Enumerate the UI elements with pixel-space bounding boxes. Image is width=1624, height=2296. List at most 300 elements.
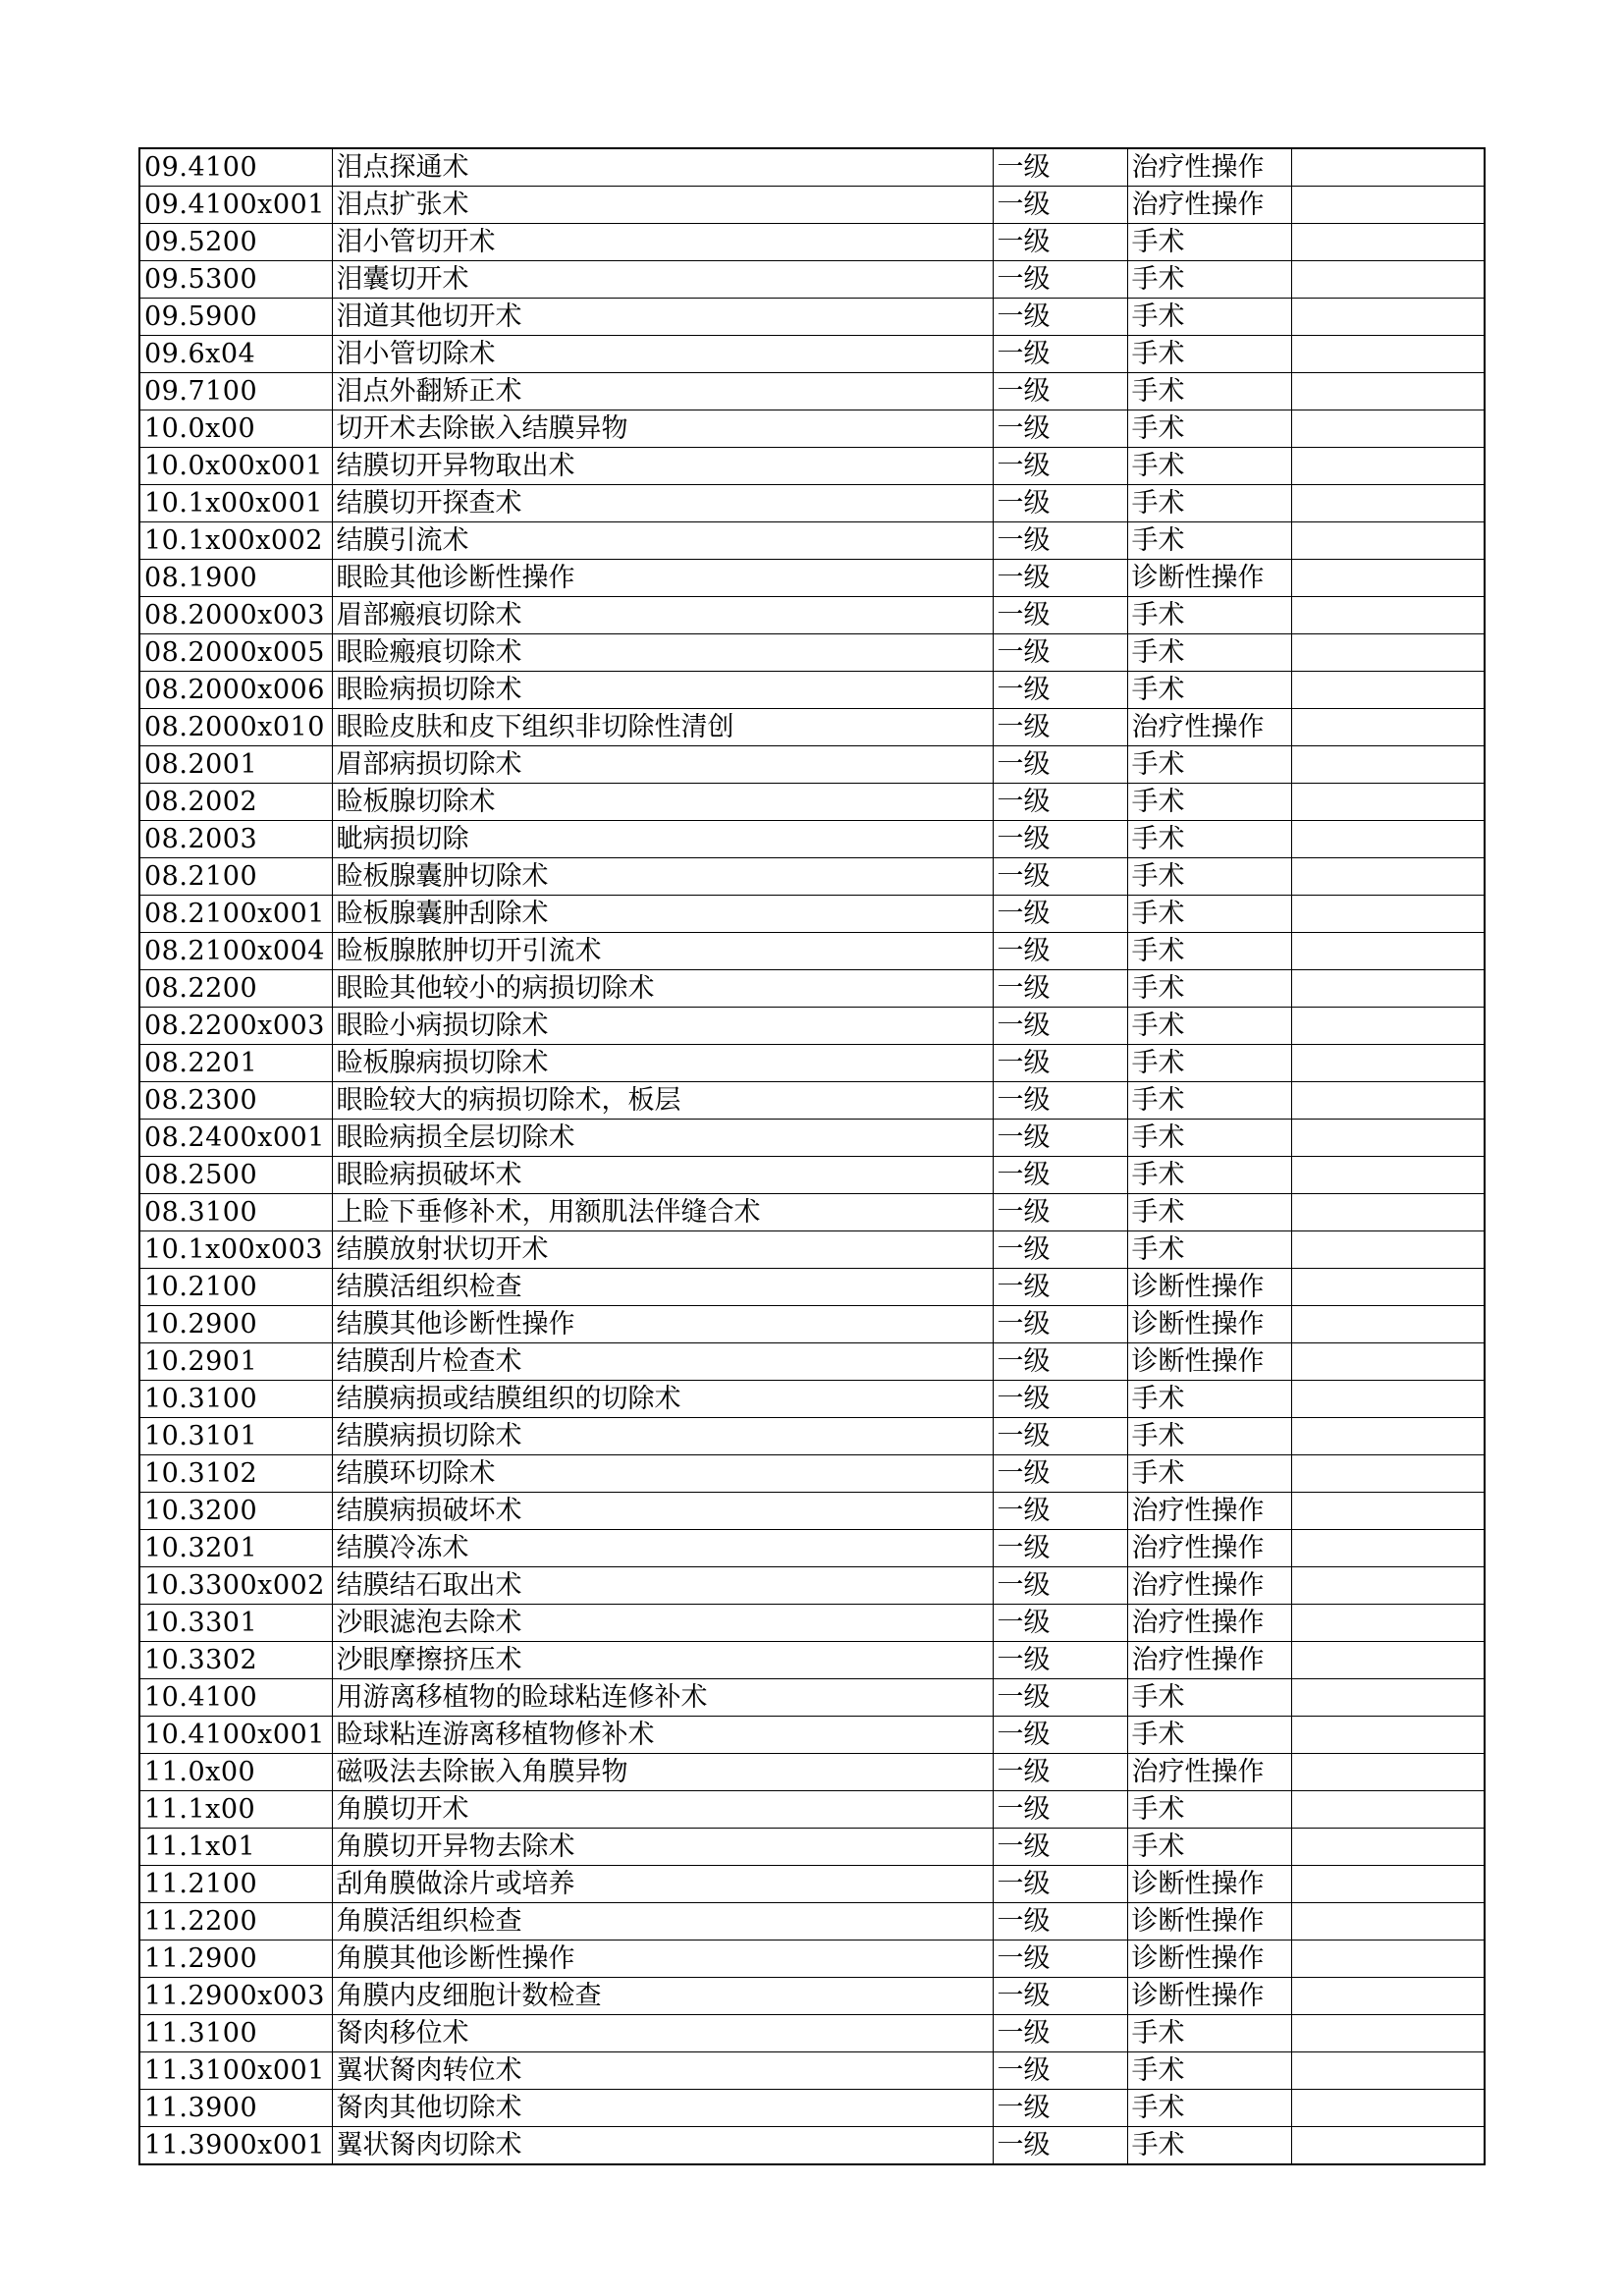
procedure-code-cell: 08.3100 (139, 1194, 332, 1231)
procedure-name-cell: 角膜内皮细胞计数检查 (332, 1978, 993, 2015)
procedure-code-cell: 08.2001 (139, 746, 332, 784)
procedure-name-cell: 磁吸法去除嵌入角膜异物 (332, 1754, 993, 1791)
category-cell: 诊断性操作 (1127, 1903, 1291, 1941)
table-row (139, 261, 1485, 299)
extra-cell (1291, 709, 1485, 746)
procedure-code-cell: 08.2100x001 (139, 896, 332, 933)
level-cell: 一级 (993, 448, 1127, 485)
extra-cell (1291, 522, 1485, 560)
level-cell: 一级 (993, 522, 1127, 560)
table-row (139, 634, 1485, 672)
extra-cell (1291, 1829, 1485, 1866)
category-cell: 诊断性操作 (1127, 1978, 1291, 2015)
extra-cell (1291, 1493, 1485, 1530)
procedure-code-cell: 11.2200 (139, 1903, 332, 1941)
extra-cell (1291, 1791, 1485, 1829)
level-cell: 一级 (993, 2090, 1127, 2127)
procedure-code-cell: 09.4100x001 (139, 187, 332, 224)
procedure-code-cell: 09.7100 (139, 373, 332, 410)
level-cell: 一级 (993, 485, 1127, 522)
procedure-code-cell: 08.2100x004 (139, 933, 332, 970)
extra-cell (1291, 1754, 1485, 1791)
extra-cell (1291, 448, 1485, 485)
level-cell: 一级 (993, 1978, 1127, 2015)
procedure-name-cell: 结膜活组织检查 (332, 1269, 993, 1306)
table-row (139, 410, 1485, 448)
table-row (139, 1231, 1485, 1269)
level-cell: 一级 (993, 1455, 1127, 1493)
procedure-name-cell: 翼状胬肉转位术 (332, 2052, 993, 2090)
procedure-code-cell: 10.2900 (139, 1306, 332, 1343)
procedure-code-cell: 08.2500 (139, 1157, 332, 1194)
level-cell: 一级 (993, 784, 1127, 821)
procedure-name-cell: 眼睑皮肤和皮下组织非切除性清创 (332, 709, 993, 746)
category-cell: 手术 (1127, 522, 1291, 560)
extra-cell (1291, 410, 1485, 448)
category-cell: 手术 (1127, 2052, 1291, 2090)
procedure-code-cell: 11.3900 (139, 2090, 332, 2127)
extra-cell (1291, 1008, 1485, 1045)
level-cell: 一级 (993, 373, 1127, 410)
level-cell: 一级 (993, 336, 1127, 373)
procedure-name-cell: 结膜病损破坏术 (332, 1493, 993, 1530)
table-row (139, 1754, 1485, 1791)
table-row (139, 2127, 1485, 2165)
category-cell: 手术 (1127, 2127, 1291, 2165)
table-row (139, 448, 1485, 485)
procedure-name-cell: 睑球粘连游离移植物修补术 (332, 1717, 993, 1754)
level-cell: 一级 (993, 2015, 1127, 2052)
procedure-name-cell: 结膜放射状切开术 (332, 1231, 993, 1269)
category-cell: 手术 (1127, 1231, 1291, 1269)
extra-cell (1291, 2090, 1485, 2127)
procedure-name-cell: 沙眼滤泡去除术 (332, 1605, 993, 1642)
category-cell: 手术 (1127, 1829, 1291, 1866)
procedure-code-cell: 09.5300 (139, 261, 332, 299)
procedure-name-cell: 眼睑较大的病损切除术，板层 (332, 1082, 993, 1120)
procedure-code-cell: 11.1x01 (139, 1829, 332, 1866)
category-cell: 手术 (1127, 672, 1291, 709)
procedure-code-cell: 10.1x00x003 (139, 1231, 332, 1269)
procedure-name-cell: 沙眼摩擦挤压术 (332, 1642, 993, 1679)
level-cell: 一级 (993, 672, 1127, 709)
procedure-code-cell: 08.2201 (139, 1045, 332, 1082)
procedure-name-cell: 眼睑病损全层切除术 (332, 1120, 993, 1157)
level-cell: 一级 (993, 1941, 1127, 1978)
category-cell: 手术 (1127, 1717, 1291, 1754)
procedure-code-cell: 08.2100 (139, 858, 332, 896)
procedure-name-cell: 眼睑小病损切除术 (332, 1008, 993, 1045)
procedure-code-cell: 11.3100x001 (139, 2052, 332, 2090)
procedure-code-cell: 08.2000x005 (139, 634, 332, 672)
level-cell: 一级 (993, 1903, 1127, 1941)
level-cell: 一级 (993, 1194, 1127, 1231)
level-cell: 一级 (993, 1866, 1127, 1903)
procedure-code-cell: 10.4100x001 (139, 1717, 332, 1754)
table-row (139, 1194, 1485, 1231)
extra-cell (1291, 299, 1485, 336)
table-row (139, 2052, 1485, 2090)
procedure-code-cell: 09.6x04 (139, 336, 332, 373)
procedure-code-cell: 08.2400x001 (139, 1120, 332, 1157)
category-cell: 手术 (1127, 224, 1291, 261)
procedure-name-cell: 眼睑其他诊断性操作 (332, 560, 993, 597)
extra-cell (1291, 1605, 1485, 1642)
category-cell: 治疗性操作 (1127, 1605, 1291, 1642)
level-cell: 一级 (993, 299, 1127, 336)
extra-cell (1291, 597, 1485, 634)
category-cell: 治疗性操作 (1127, 1642, 1291, 1679)
procedure-code-cell: 08.2002 (139, 784, 332, 821)
procedure-code-cell: 08.2300 (139, 1082, 332, 1120)
extra-cell (1291, 1717, 1485, 1754)
extra-cell (1291, 2015, 1485, 2052)
table-row (139, 597, 1485, 634)
table-row (139, 1642, 1485, 1679)
extra-cell (1291, 634, 1485, 672)
extra-cell (1291, 1642, 1485, 1679)
table-row (139, 1269, 1485, 1306)
table-row (139, 1157, 1485, 1194)
table-row (139, 1418, 1485, 1455)
level-cell: 一级 (993, 1754, 1127, 1791)
table-row (139, 1493, 1485, 1530)
level-cell: 一级 (993, 1269, 1127, 1306)
extra-cell (1291, 1455, 1485, 1493)
extra-cell (1291, 1567, 1485, 1605)
category-cell: 治疗性操作 (1127, 709, 1291, 746)
procedure-code-cell: 10.3200 (139, 1493, 332, 1530)
table-row (139, 299, 1485, 336)
level-cell: 一级 (993, 1530, 1127, 1567)
table-row (139, 784, 1485, 821)
table-row (139, 709, 1485, 746)
procedure-name-cell: 睑板腺囊肿切除术 (332, 858, 993, 896)
table-row (139, 1941, 1485, 1978)
level-cell: 一级 (993, 1717, 1127, 1754)
table-row (139, 858, 1485, 896)
table-row (139, 148, 1485, 187)
procedure-name-cell: 睑板腺切除术 (332, 784, 993, 821)
category-cell: 手术 (1127, 970, 1291, 1008)
procedure-code-cell: 09.4100 (139, 148, 332, 187)
table-row (139, 746, 1485, 784)
procedure-code-cell: 10.2100 (139, 1269, 332, 1306)
level-cell: 一级 (993, 634, 1127, 672)
extra-cell (1291, 933, 1485, 970)
category-cell: 手术 (1127, 746, 1291, 784)
procedure-name-cell: 睑板腺囊肿刮除术 (332, 896, 993, 933)
procedure-name-cell: 结膜切开异物取出术 (332, 448, 993, 485)
level-cell: 一级 (993, 1605, 1127, 1642)
table-row (139, 933, 1485, 970)
level-cell: 一级 (993, 1567, 1127, 1605)
level-cell: 一级 (993, 1679, 1127, 1717)
extra-cell (1291, 261, 1485, 299)
procedure-code-cell: 11.2100 (139, 1866, 332, 1903)
procedure-code-cell: 11.2900 (139, 1941, 332, 1978)
procedure-name-cell: 胬肉其他切除术 (332, 2090, 993, 2127)
procedure-name-cell: 切开术去除嵌入结膜异物 (332, 410, 993, 448)
extra-cell (1291, 1269, 1485, 1306)
extra-cell (1291, 1941, 1485, 1978)
procedure-name-cell: 睑板腺病损切除术 (332, 1045, 993, 1082)
procedure-code-cell: 08.1900 (139, 560, 332, 597)
procedure-name-cell: 角膜切开术 (332, 1791, 993, 1829)
procedure-name-cell: 结膜环切除术 (332, 1455, 993, 1493)
level-cell: 一级 (993, 1343, 1127, 1381)
level-cell: 一级 (993, 1045, 1127, 1082)
category-cell: 治疗性操作 (1127, 187, 1291, 224)
procedure-name-cell: 眼睑其他较小的病损切除术 (332, 970, 993, 1008)
procedure-code-cell: 10.4100 (139, 1679, 332, 1717)
table-row (139, 560, 1485, 597)
procedure-code-cell: 08.2000x010 (139, 709, 332, 746)
category-cell: 手术 (1127, 821, 1291, 858)
procedure-code-cell: 10.3302 (139, 1642, 332, 1679)
category-cell: 治疗性操作 (1127, 1567, 1291, 1605)
extra-cell (1291, 1530, 1485, 1567)
level-cell: 一级 (993, 1493, 1127, 1530)
procedure-code-cell: 10.3100 (139, 1381, 332, 1418)
category-cell: 诊断性操作 (1127, 1941, 1291, 1978)
category-cell: 诊断性操作 (1127, 560, 1291, 597)
table-row (139, 373, 1485, 410)
procedure-name-cell: 眼睑病损破坏术 (332, 1157, 993, 1194)
category-cell: 手术 (1127, 1120, 1291, 1157)
table-row (139, 1978, 1485, 2015)
table-row (139, 1903, 1485, 1941)
table-row (139, 187, 1485, 224)
level-cell: 一级 (993, 261, 1127, 299)
table-row (139, 970, 1485, 1008)
procedure-name-cell: 角膜活组织检查 (332, 1903, 993, 1941)
extra-cell (1291, 373, 1485, 410)
level-cell: 一级 (993, 1306, 1127, 1343)
table-row (139, 2090, 1485, 2127)
procedure-name-cell: 眼睑病损切除术 (332, 672, 993, 709)
category-cell: 诊断性操作 (1127, 1306, 1291, 1343)
category-cell: 手术 (1127, 1381, 1291, 1418)
procedure-name-cell: 眦病损切除 (332, 821, 993, 858)
category-cell: 诊断性操作 (1127, 1269, 1291, 1306)
category-cell: 治疗性操作 (1127, 148, 1291, 187)
procedure-name-cell: 眼睑瘢痕切除术 (332, 634, 993, 672)
category-cell: 治疗性操作 (1127, 1754, 1291, 1791)
table-row (139, 1567, 1485, 1605)
table-row (139, 1455, 1485, 1493)
procedure-name-cell: 结膜切开探查术 (332, 485, 993, 522)
extra-cell (1291, 1679, 1485, 1717)
category-cell: 手术 (1127, 933, 1291, 970)
extra-cell (1291, 336, 1485, 373)
table-row (139, 224, 1485, 261)
level-cell: 一级 (993, 970, 1127, 1008)
procedure-code-cell: 09.5200 (139, 224, 332, 261)
procedure-code-cell: 11.1x00 (139, 1791, 332, 1829)
table-row (139, 485, 1485, 522)
extra-cell (1291, 1306, 1485, 1343)
procedure-name-cell: 结膜冷冻术 (332, 1530, 993, 1567)
table-row (139, 1679, 1485, 1717)
table-row (139, 896, 1485, 933)
extra-cell (1291, 224, 1485, 261)
table-row (139, 1717, 1485, 1754)
procedure-code-cell: 10.3201 (139, 1530, 332, 1567)
procedure-name-cell: 结膜结石取出术 (332, 1567, 993, 1605)
level-cell: 一级 (993, 1231, 1127, 1269)
procedure-code-cell: 11.0x00 (139, 1754, 332, 1791)
procedure-code-cell: 10.2901 (139, 1343, 332, 1381)
procedure-table (138, 147, 1486, 2165)
procedure-code-cell: 10.0x00x001 (139, 448, 332, 485)
level-cell: 一级 (993, 1157, 1127, 1194)
extra-cell (1291, 1194, 1485, 1231)
level-cell: 一级 (993, 1418, 1127, 1455)
procedure-code-cell: 08.2000x003 (139, 597, 332, 634)
procedure-name-cell: 结膜病损切除术 (332, 1418, 993, 1455)
procedure-code-cell: 08.2200x003 (139, 1008, 332, 1045)
category-cell: 手术 (1127, 261, 1291, 299)
level-cell: 一级 (993, 560, 1127, 597)
table-row (139, 1343, 1485, 1381)
category-cell: 手术 (1127, 1157, 1291, 1194)
procedure-code-cell: 11.2900x003 (139, 1978, 332, 2015)
category-cell: 手术 (1127, 597, 1291, 634)
table-row (139, 1605, 1485, 1642)
extra-cell (1291, 1082, 1485, 1120)
extra-cell (1291, 148, 1485, 187)
level-cell: 一级 (993, 896, 1127, 933)
procedure-name-cell: 翼状胬肉切除术 (332, 2127, 993, 2165)
procedure-name-cell: 用游离移植物的睑球粘连修补术 (332, 1679, 993, 1717)
category-cell: 手术 (1127, 858, 1291, 896)
table-row (139, 1045, 1485, 1082)
category-cell: 手术 (1127, 410, 1291, 448)
procedure-code-cell: 10.0x00 (139, 410, 332, 448)
table-row (139, 1791, 1485, 1829)
procedure-name-cell: 上睑下垂修补术，用额肌法伴缝合术 (332, 1194, 993, 1231)
table-row (139, 336, 1485, 373)
procedure-code-cell: 10.3101 (139, 1418, 332, 1455)
category-cell: 手术 (1127, 373, 1291, 410)
procedure-name-cell: 结膜引流术 (332, 522, 993, 560)
table-row (139, 1866, 1485, 1903)
extra-cell (1291, 970, 1485, 1008)
level-cell: 一级 (993, 858, 1127, 896)
extra-cell (1291, 746, 1485, 784)
procedure-code-cell: 11.3900x001 (139, 2127, 332, 2165)
category-cell: 诊断性操作 (1127, 1866, 1291, 1903)
extra-cell (1291, 1381, 1485, 1418)
procedure-code-cell: 10.3102 (139, 1455, 332, 1493)
extra-cell (1291, 485, 1485, 522)
level-cell: 一级 (993, 746, 1127, 784)
level-cell: 一级 (993, 933, 1127, 970)
procedure-name-cell: 泪囊切开术 (332, 261, 993, 299)
level-cell: 一级 (993, 821, 1127, 858)
category-cell: 手术 (1127, 299, 1291, 336)
table-row (139, 1306, 1485, 1343)
table-row (139, 2015, 1485, 2052)
category-cell: 手术 (1127, 1194, 1291, 1231)
category-cell: 诊断性操作 (1127, 1343, 1291, 1381)
procedure-name-cell: 泪点外翻矫正术 (332, 373, 993, 410)
table-row (139, 522, 1485, 560)
table-row (139, 1829, 1485, 1866)
extra-cell (1291, 1120, 1485, 1157)
procedure-code-cell: 11.3100 (139, 2015, 332, 2052)
procedure-code-cell: 09.5900 (139, 299, 332, 336)
level-cell: 一级 (993, 2127, 1127, 2165)
category-cell: 手术 (1127, 634, 1291, 672)
procedure-code-cell: 08.2200 (139, 970, 332, 1008)
table-row (139, 1008, 1485, 1045)
level-cell: 一级 (993, 1120, 1127, 1157)
category-cell: 手术 (1127, 1008, 1291, 1045)
extra-cell (1291, 1978, 1485, 2015)
level-cell: 一级 (993, 187, 1127, 224)
procedure-code-cell: 10.3300x002 (139, 1567, 332, 1605)
procedure-name-cell: 刮角膜做涂片或培养 (332, 1866, 993, 1903)
procedure-name-cell: 胬肉移位术 (332, 2015, 993, 2052)
level-cell: 一级 (993, 1642, 1127, 1679)
category-cell: 手术 (1127, 1082, 1291, 1120)
procedure-name-cell: 睑板腺脓肿切开引流术 (332, 933, 993, 970)
category-cell: 手术 (1127, 485, 1291, 522)
category-cell: 手术 (1127, 448, 1291, 485)
procedure-name-cell: 角膜其他诊断性操作 (332, 1941, 993, 1978)
table-row (139, 1120, 1485, 1157)
extra-cell (1291, 1343, 1485, 1381)
category-cell: 手术 (1127, 1418, 1291, 1455)
procedure-name-cell: 泪点探通术 (332, 148, 993, 187)
procedure-code-cell: 10.1x00x002 (139, 522, 332, 560)
table-row (139, 1530, 1485, 1567)
procedure-name-cell: 结膜病损或结膜组织的切除术 (332, 1381, 993, 1418)
procedure-name-cell: 结膜其他诊断性操作 (332, 1306, 993, 1343)
procedure-code-cell: 10.3301 (139, 1605, 332, 1642)
category-cell: 手术 (1127, 1791, 1291, 1829)
level-cell: 一级 (993, 1082, 1127, 1120)
category-cell: 手术 (1127, 1045, 1291, 1082)
category-cell: 手术 (1127, 336, 1291, 373)
procedure-name-cell: 眉部病损切除术 (332, 746, 993, 784)
extra-cell (1291, 858, 1485, 896)
procedure-name-cell: 泪小管切开术 (332, 224, 993, 261)
level-cell: 一级 (993, 1829, 1127, 1866)
category-cell: 治疗性操作 (1127, 1530, 1291, 1567)
level-cell: 一级 (993, 597, 1127, 634)
extra-cell (1291, 1231, 1485, 1269)
level-cell: 一级 (993, 1008, 1127, 1045)
category-cell: 治疗性操作 (1127, 1493, 1291, 1530)
level-cell: 一级 (993, 1791, 1127, 1829)
extra-cell (1291, 821, 1485, 858)
category-cell: 手术 (1127, 784, 1291, 821)
table-row (139, 1381, 1485, 1418)
procedure-name-cell: 泪点扩张术 (332, 187, 993, 224)
extra-cell (1291, 672, 1485, 709)
table-row (139, 1082, 1485, 1120)
extra-cell (1291, 896, 1485, 933)
extra-cell (1291, 1157, 1485, 1194)
extra-cell (1291, 1418, 1485, 1455)
table-row (139, 821, 1485, 858)
extra-cell (1291, 784, 1485, 821)
category-cell: 手术 (1127, 896, 1291, 933)
level-cell: 一级 (993, 148, 1127, 187)
